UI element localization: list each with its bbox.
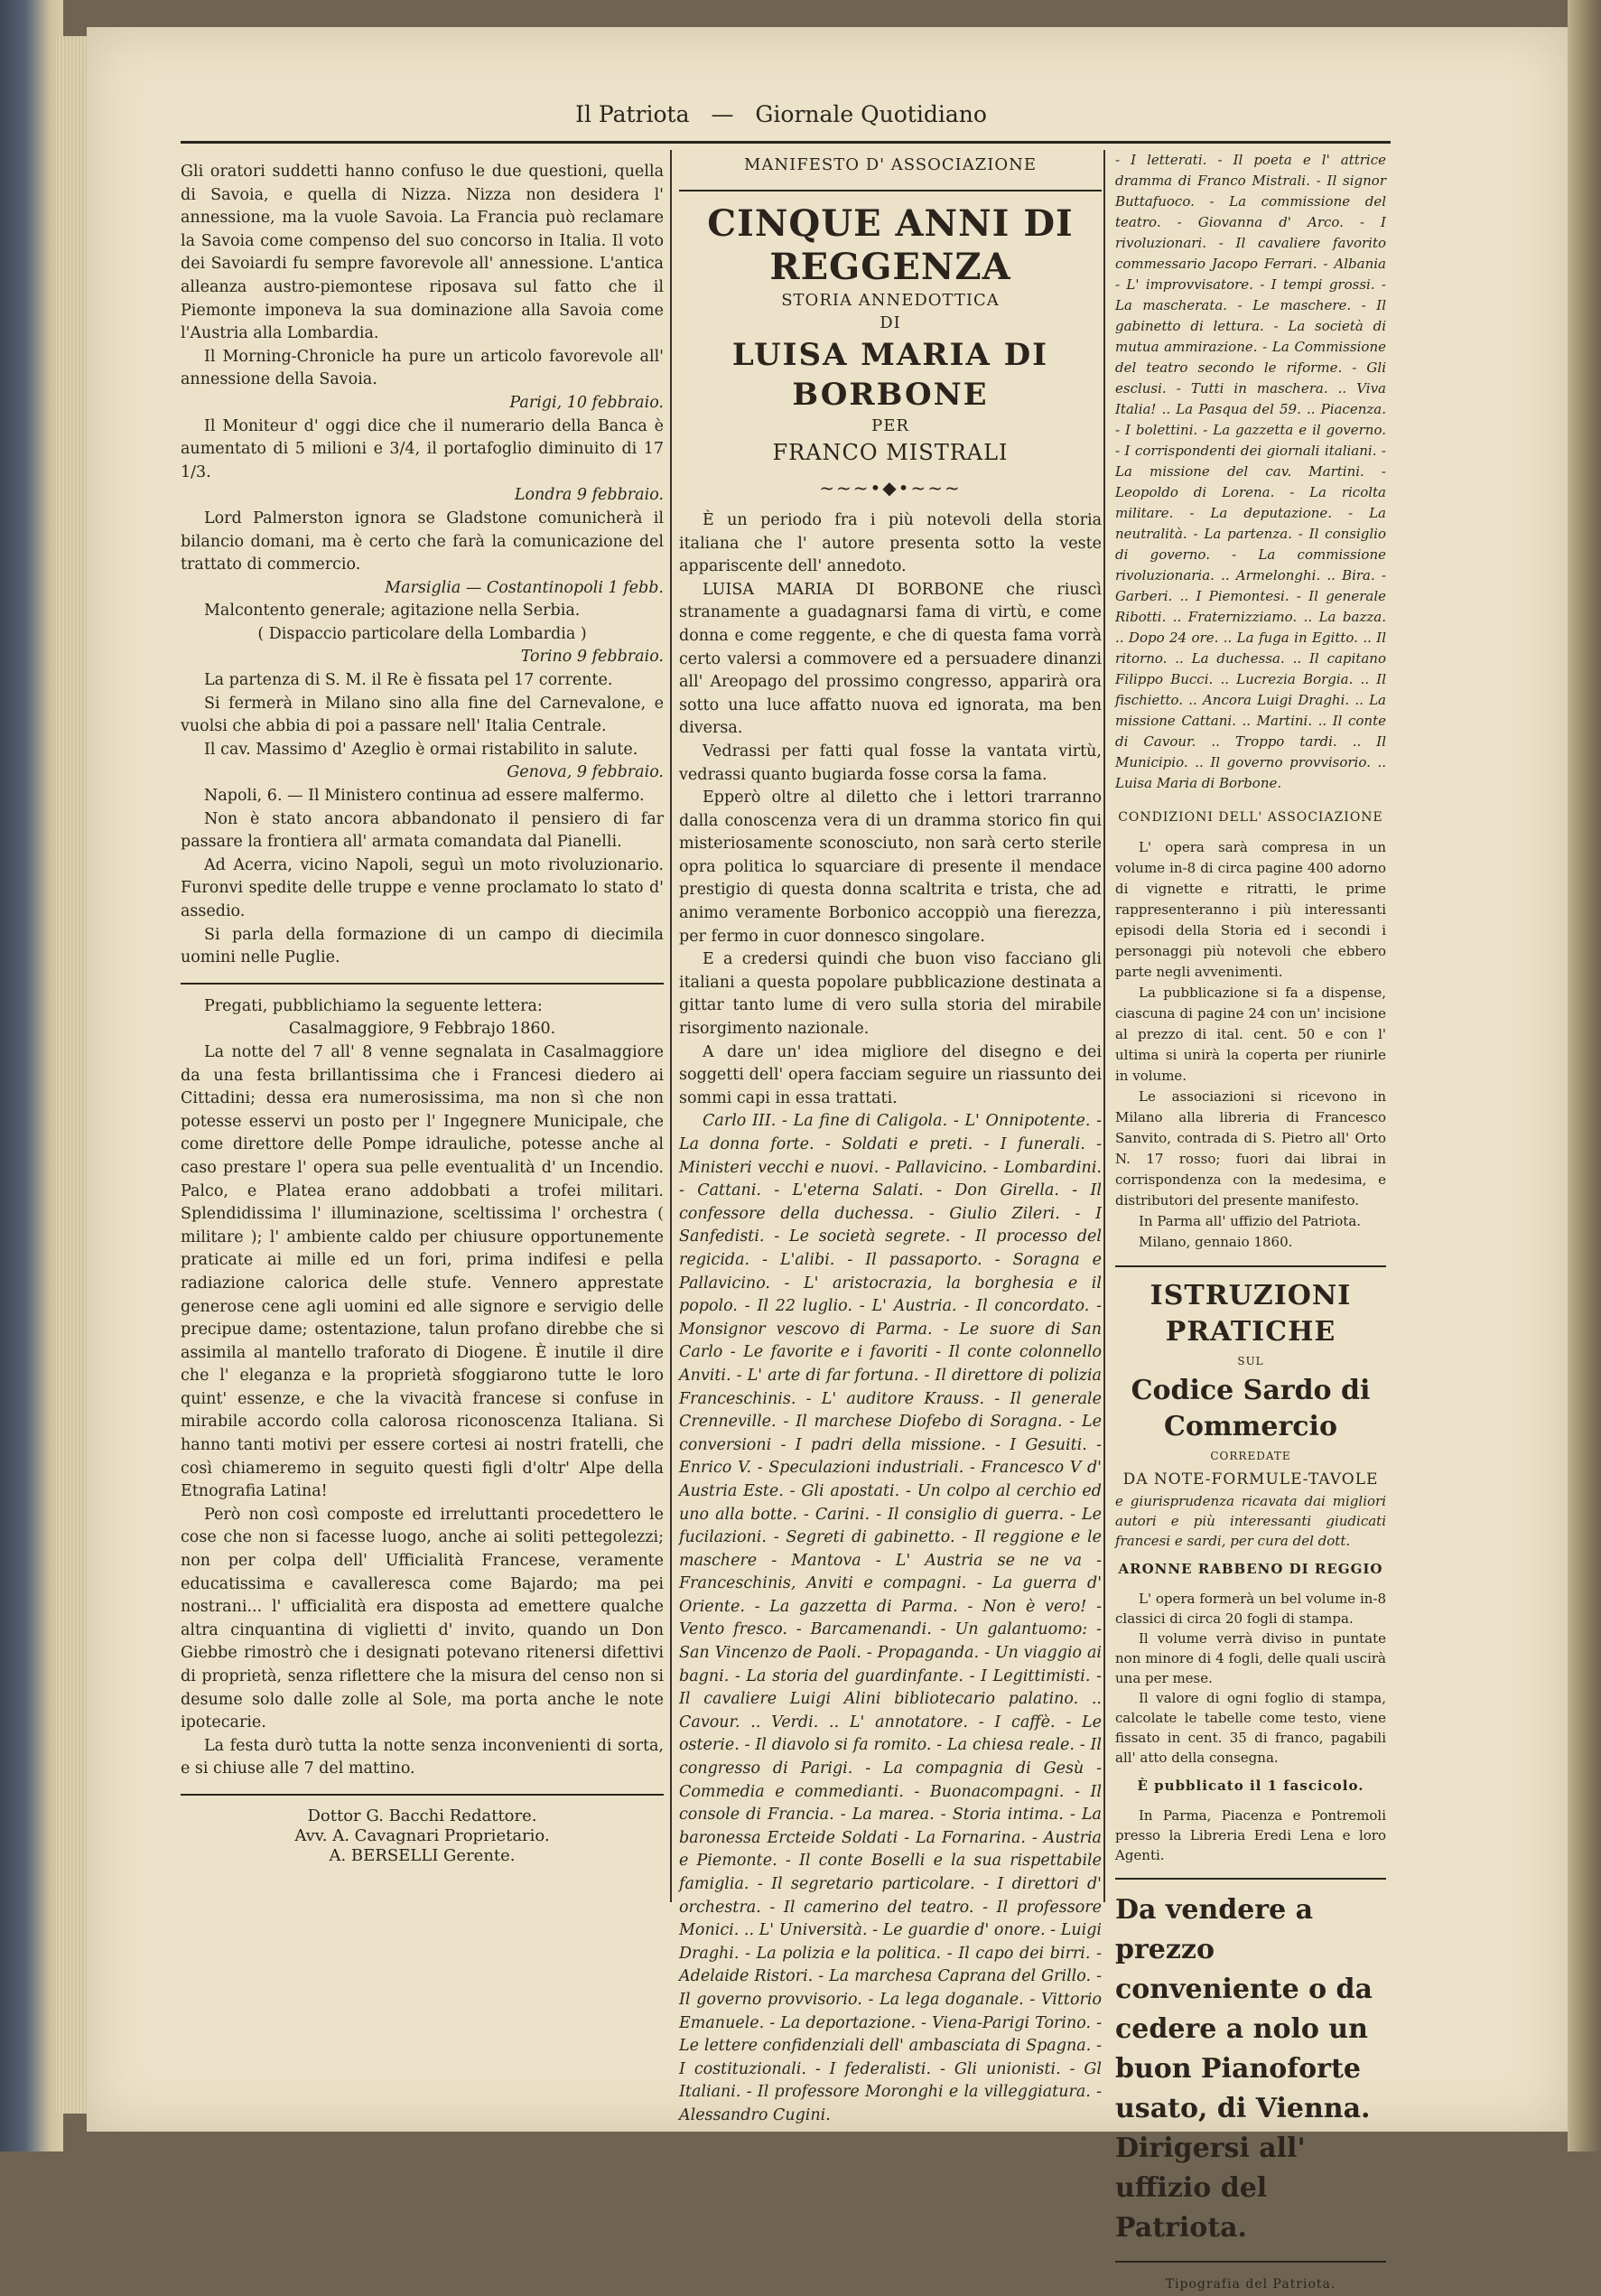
dateline: Parigi, 10 febbraio. (509, 393, 664, 412)
paper-name: Il Patriota (575, 101, 690, 127)
news-paragraph: Malcontento generale; agitazione nella Serbia. (204, 602, 581, 621)
chapter-summary: Carlo III. - La fine di Caligola. - L' Onnipotente. - La donna forte. - Soldati e preti. - I funerali. - Ministeri vecchi e nuovi. - Pallavicino. - Lombardini. - Cattani. - L'eterna Salati. - Don Girella. - Il confessore della duchessa. - Giulio Zileri. - I Sanfedisti. - Le società segrete. - Il processo del regicida. - L'alibi. - Il passaporto. - Soragna e Pallavicino. - L' aristocrazia, la borghesia e il popolo. - Il 22 luglio. - L' Austria. - Il concordato. - Monsignor vescovo di Parma. - Le suore di San Carlo - Le favorite e i favoriti - Il conte colonnello Anviti. - L' arte di far fortuna. - Il direttore di polizia Franceschinis. - L' auditore Krauss. - Il generale Crenneville. - Il marchese Diofebo di Soragna. - Le conversioni - I padri della missione. - I Gesuiti. - Enrico V. - Speculazioni industriali. - Francesco V d' Austria Este. - Gli apostati. - Un colpo al cerchio ed uno alla botte. - Carini. - Il consiglio di guerra. - Le fucilazioni. - Segreti di gabinetto. - Il reggione e le maschere - Mantova - L' Austria se ne va - Franceschinis, Anviti e compagni. - La guerra d' Oriente. - La gazzetta di Parma. - Non è vero! - Vento fresco. - Barcamenandi. - Un galantuomo: - San Vincenzo de Paoli. - Propaganda. - Un viaggio ai bagni. - La storia del guardinfante. - I Legittimisti. - Il cavaliere Luigi Alini bibliotecario palatino. .. Cavour. .. Verdi. .. L' annotatore. - I caffè. - Le osterie. - Il diavolo si fa romito. - La chiesa reale. - Il congresso di Parigi. - La compagnia di Gesù - Commedia e commedianti. - Buonacompagni. - Il console di Francia. - La marea. - Storia intima. - La baronessa Ercteide Soldati - La Fornarina. - Austria e Piemonte. - Il conte Boselli e la sua rispettabile famiglia. - Il segretario particolare. - I direttori d' orchestra. - Il camerino del teatro. - Il professore Monici. .. L' Università. - Le guardie d' onore. - Luigi Draghi. - La polizia e la politica. - Il capo dei birri. - Adelaide Ristori. - La marchesa Caprana del Grillo. - Il governo provvisorio. - La lega doganale. - Vittorio Emanuele. - La deportazione. - Viena-Parigi Torino. - Le lettere confidenziali dell' ambasciata di Spagna. - I costituzionali. - I federalisti. - Gli unionisti. - Gl Italiani. - Il professore Moronghi e la villeggiatura. - Alessandro Cugini. (679, 1112, 1102, 2124)
news-paragraph: Lord Palmerston ignora se Gladstone comunicherà il bilancio domani, ma è certo che farà la comunicazione del trattato di commercio. (181, 509, 664, 574)
ad-code-title: Codice Sardo di Commercio (1131, 1375, 1371, 1443)
dateline: Torino 9 febbraio. (520, 648, 664, 667)
news-paragraph: Il Morning-Chronicle ha pure un articolo favorevole all' annessione della Savoia. (181, 347, 664, 389)
signature-manager: A. BERSELLI Gerente. (329, 1845, 516, 1865)
ad-author: ARONNE RABBENO DI REGGIO (1118, 1561, 1383, 1578)
manifesto-paragraph: E a credersi quindi che buon viso facciano gli italiani a questa popolare pubblicazione destinata a gittar tanto lume di vero sulla storia del mirabile risorgimento nazionale. (679, 950, 1102, 1039)
column-rule-2 (1103, 150, 1105, 1902)
section-rule (1115, 2261, 1386, 2263)
section-rule (1115, 1878, 1386, 1880)
book-title: CINQUE ANNI DI REGGENZA (707, 201, 1074, 288)
conditions-paragraph: L' opera sarà compresa in un volume in-8 di circa pagine 400 adorno di vignette e ritratti, le prime rappresenteranno i più interessanti episodi della Storia ed i secondi i personaggi più notevoli che ebbero parte negli avvenimenti. (1115, 838, 1386, 980)
news-paragraph: Non è stato ancora abbandonato il pensiero di far passare la frontiera all' armata comandata dal Pianelli. (181, 809, 664, 852)
binding-edge (0, 0, 63, 2151)
section-rule (181, 983, 664, 985)
conditions-paragraph: In Parma all' uffizio del Patriota. (1139, 1212, 1362, 1229)
ad-paragraph: Il valore di ogni foglio di stampa, calcolate le tabelle come testo, viene fissato in cent. 35 di franco, pagabili all' atto della consegna. (1115, 1689, 1386, 1766)
news-paragraph: Il cav. Massimo d' Azeglio è ormai ristabilito in salute. (204, 740, 638, 759)
ad-title: ISTRUZIONI PRATICHE (1150, 1279, 1352, 1348)
conditions-paragraph: Le associazioni si ricevono in Milano alla libreria di Francesco Sanvito, contrada di S. Pietro all' Orto N. 17 rosso; fuori dai librai in corrispondenza con la medesima, e distributori del presente manifesto. (1115, 1087, 1386, 1209)
ad-paragraph: Il volume verrà diviso in puntate non minore di 4 fogli, delle quali uscirà una per mese. (1115, 1629, 1386, 1686)
manifesto-kicker: MANIFESTO D' ASSOCIAZIONE (743, 155, 1038, 174)
manifesto-paragraph: A dare un' idea migliore del disegno e dei soggetti dell' opera facciam seguire un riassunto dei sommi capi in essa trattati. (679, 1042, 1102, 1107)
news-paragraph: Gli oratori suddetti hanno confuso le due questioni, quella di Savoia, e quella di Nizza. Nizza non desidera l' annessione, ma la vuole Savoia. La Francia può reclamare la Savoia come compenso del suo concorso in Italia. Il voto dei Savoiardi fu sempre favorevole all' annessione. L'antica alleanza austro-piemontese riposava sul fatto che il Piemonte imponeva la sua dominazione alla Savoia come l'Austria alla Lombardia. (181, 163, 664, 343)
signature-owner: Avv. A. Cavagnari Proprietario. (294, 1825, 550, 1845)
manifesto-paragraph: LUISA MARIA DI BORBONE che riuscì stranamente a guadagnarsi fama di virtù, e come donna e come reggente, e che di questa fama vorrà certo valersi a commovere ed a persuadere dinanzi all' Areopago del prossimo congresso, apparirà ora sotto una luce affatto nuova ed ignorata, ma ben diversa. (679, 580, 1102, 738)
conditions-date: Milano, gennaio 1860. (1139, 1233, 1293, 1250)
ad-description: e giurisprudenza ricavata dai migliori autori e più interessanti giudicati francesi e sardi, per cura del dott. (1115, 1493, 1386, 1550)
manifesto-paragraph: Vedrassi per fatti qual fosse la vantata virtù, vedrassi quanto bugiarda fosse corsa la fama. (679, 742, 1102, 784)
letter-paragraph: La festa durò tutta la notte senza inconvenienti di sorta, e si chiuse alle 7 del mattino. (181, 1736, 664, 1778)
signature-editor: Dottor G. Bacchi Redattore. (307, 1806, 537, 1825)
header-rule (181, 141, 1391, 144)
ad-paragraph: In Parma, Piacenza e Pontremoli presso la Libreria Eredi Lena e loro Agenti. (1115, 1806, 1386, 1863)
conditions-title: CONDIZIONI DELL' ASSOCIAZIONE (1118, 810, 1383, 825)
manifesto-paragraph: Epperò oltre al diletto che i lettori trarranno dalla conoscenza vera di un dramma storico fin qui misteriosamente sconosciuto, non sarà certo sterile opra politica lo squarciare di presente il mendace prestigio di questa donna scaltrita e trista, che ad animo veramente Borbonico accoppiò una fierezza, per fermo in cuor donnesco singolare. (679, 789, 1102, 946)
column-rule-1 (670, 150, 672, 1902)
section-rule (1115, 1265, 1386, 1267)
dateline: Marsiglia — Costantinopoli 1 febb. (385, 578, 664, 597)
ad-note: DA NOTE-FORMULE-TAVOLE (1122, 1470, 1379, 1489)
news-paragraph: Ad Acerra, vicino Napoli, seguì un moto rivoluzionario. Furonvi spedite delle truppe e venne proclamato lo stato d' assedio. (181, 855, 664, 920)
ad-published: È pubblicato il 1 fascicolo. (1137, 1777, 1364, 1794)
printer-footer: Tipografia del Patriota. (1165, 2276, 1336, 2291)
chapter-summary-continued: - I letterati. - Il poeta e l' attrice dramma di Franco Mistrali. - Il signor Buttafuoco. - La commissione del teatro. - Giovanna d' Arco. - I rivoluzionari. - Il cavaliere favorito commessario Jacopo Ferrari. - Albania - L' improvvisatore. - I tempi grossi. - La mascherata. - Le maschere. - Il gabinetto di lettura. - La società di mutua ammirazione. - La Commissione del teatro secondo le riforme. - Gli esclusi. - Tutti in maschera. .. Viva Italia! .. La Pasqua del 59. .. Piacenza. - I bolettini. - La gazzetta e il governo. - I corrispondenti dei giornali italiani. - La missione del cav. Martini. - Leopoldo di Lorena. - La ricolta militare. - La deputazione. - La neutralità. - La partenza. - Il consiglio di governo. - La commissione rivoluzionaria. .. Armelonghi. .. Bira. - Garberi. .. I Piemontesi. - Il generale Ribotti. .. Fraternizziamo. .. La bazza. .. Dopo 24 ore. .. La fuga in Egitto. .. Il ritorno. .. La duchessa. .. Il capitano Filippo Bucci. .. Lucrezia Borgia. .. Il fischietto. .. Ancora Luigi Draghi. .. La missione Cattani. .. Martini. .. Il conte di Cavour. .. Troppo tardi. .. Il Municipio. .. Il governo provvisorio. .. Luisa Maria di Borbone. (1115, 152, 1386, 791)
news-paragraph: Napoli, 6. — Il Ministero continua ad essere malfermo. (204, 787, 645, 806)
ad-sul: SUL (1237, 1354, 1264, 1367)
book-per: PER (871, 415, 909, 435)
header-dash: — (711, 101, 734, 127)
paper-subtitle: Giornale Quotidiano (755, 101, 987, 127)
book-subtitle: STORIA ANNEDOTTICA (781, 290, 1000, 310)
right-edge (1568, 0, 1601, 2151)
book-di: DI (880, 313, 901, 333)
letter-paragraph: La notte del 7 all' 8 venne segnalata in Casalmaggiore da una festa brillantissima che i Francesi diedero ai Cittadini; dessa era numerosissima, ma non sì che non potesse esservi un posto per l' Ingegnere Municipale, che come direttore delle Pompe idrauliche, potesse anche al caso prestare l' opera sua pelle eventualità d' un Incendio. Palco, e Platea erano addobbati a trofei militari. Splendidissima l' illuminazione, sceltissima l' orchestra ( militare ); l' ambiente caldo per chiusure opportunemente praticate ai mille ed un fori, prima indifesi e pella radiazione calorica delle stufe. Vennero apprestate generose cene agli uomini ed alle signore e servigio delle precipue dame; ostentazione, talun profano direbbe che si assimila al mantello traforato di Diogene. È inutile il dire che l' eleganza e la proprietà sfoggiarono tutte le loro quint' essenze, e che la vivacità francese si confuse in mirabile accordo colla calorosa riconoscenza Italiana. Si hanno tanti motivi per essere cortesi ai nostri fratelli, che così chiameremo in seguito questi figli d'oltr' Alpe della Etnografia Latina! (181, 1042, 664, 1501)
ad-corredate: CORREDATE (1210, 1450, 1291, 1463)
section-rule (181, 1794, 664, 1796)
book-author: FRANCO MISTRALI (772, 440, 1009, 466)
ornament: ~~~•◆•~~~ (819, 477, 962, 499)
book-subject: LUISA MARIA DI BORBONE (731, 336, 1049, 413)
letter-date: Casalmaggiore, 9 Febbrajo 1860. (288, 1020, 556, 1039)
piano-ad: Da vendere a prezzo conveniente o da cedere a nolo un buon Pianoforte usato, di Vienna. Dirigersi all' uffizio del Patriota. (1115, 1893, 1373, 2244)
column-2 (679, 154, 1102, 2128)
dateline: Genova, 9 febbraio. (507, 763, 664, 782)
column-1 (181, 161, 664, 1866)
column-3 (1115, 150, 1386, 2296)
news-paragraph: Si fermerà in Milano sino alla fine del Carnevalone, e vuolsi che abbia di poi a passare nell' Italia Centrale. (181, 694, 664, 736)
dateline: Londra 9 febbraio. (514, 486, 664, 505)
news-note: ( Dispaccio particolare della Lombardia ) (257, 624, 587, 643)
news-paragraph: Si parla della formazione di un campo di diecimila uomini nelle Puglie. (181, 925, 664, 967)
letter-intro: Pregati, pubblichiamo la seguente lettera: (204, 996, 543, 1015)
manifesto-paragraph: È un periodo fra i più notevoli della storia italiana che l' autore presenta sotto la veste appariscente dell' annedoto. (679, 510, 1102, 576)
ad-paragraph: L' opera formerà un bel volume in-8 classici di circa 20 fogli di stampa. (1115, 1590, 1387, 1627)
section-rule (679, 190, 1102, 191)
news-paragraph: Il Moniteur d' oggi dice che il numerario della Banca è aumentato di 5 milioni e 3/4, il portafoglio diminuito di 17 1/3. (181, 416, 664, 481)
news-paragraph: La partenza di S. M. il Re è fissata pel 17 corrente. (204, 671, 613, 690)
letter-paragraph: Però non così composte ed irreluttanti procedettero le cose che non si facesse luogo, anche ai soliti pettegolezzi; non per colpa dell' Ufficialità Francese, veramente educatissima e cavalleresca come Bajardo; ma pei nostrani... l' ufficialità era disposta ad emettere qualche altra cinquantina di viglietti d' invito, quando un Don Giebbe rimostrò che i designati potevano ritenersi difettivi di proprietà, senza riflettere che la misura del censo non si desume solo dalle zolle al Sole, ma porta anche le note ipotecarie. (181, 1505, 664, 1732)
masthead (181, 101, 1382, 127)
conditions-paragraph: La pubblicazione si fa a dispense, ciascuna di pagine 24 con un' incisione al prezzo di ital. cent. 50 e con l' ultima si unirà la coperta per riunirle in volume. (1115, 984, 1386, 1084)
